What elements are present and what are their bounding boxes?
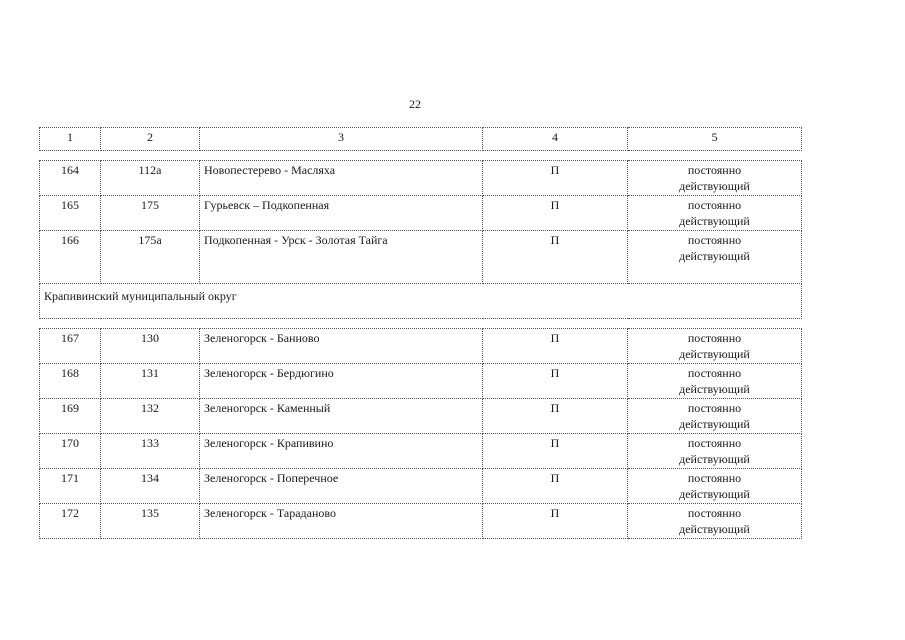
route-kind: П <box>483 329 628 364</box>
route-status: постоянно действующий <box>628 231 802 284</box>
route-number: 175а <box>101 231 200 284</box>
table-row <box>40 364 802 399</box>
route-kind: П <box>483 399 628 434</box>
route-number: 131 <box>101 364 200 399</box>
row-number: 166 <box>40 231 101 284</box>
column-header: 2 <box>101 128 200 151</box>
route-status: постоянно действующий <box>628 504 802 539</box>
route-kind: П <box>483 469 628 504</box>
route-name: Гурьевск – Подкопенная <box>200 196 483 231</box>
route-number: 175 <box>101 196 200 231</box>
route-kind: П <box>483 196 628 231</box>
route-number: 132 <box>101 399 200 434</box>
table-row <box>40 469 802 504</box>
route-kind: П <box>483 161 628 196</box>
route-name: Зеленогорск - Бердюгино <box>200 364 483 399</box>
route-name: Зеленогорск - Банново <box>200 329 483 364</box>
column-header: 1 <box>40 128 101 151</box>
table-header-row <box>40 128 802 151</box>
route-name: Новопестерево - Масляха <box>200 161 483 196</box>
section-title: Крапивинский муниципальный округ <box>40 284 802 319</box>
route-status: постоянно действующий <box>628 364 802 399</box>
route-status: постоянно действующий <box>628 434 802 469</box>
table-row <box>40 231 802 284</box>
row-number: 167 <box>40 329 101 364</box>
header-spacer <box>40 151 802 161</box>
route-number: 135 <box>101 504 200 539</box>
route-number: 133 <box>101 434 200 469</box>
route-status: постоянно действующий <box>628 329 802 364</box>
section-spacer <box>40 319 802 329</box>
table-row <box>40 161 802 196</box>
row-number: 170 <box>40 434 101 469</box>
route-kind: П <box>483 231 628 284</box>
table-row <box>40 399 802 434</box>
row-number: 164 <box>40 161 101 196</box>
route-name: Зеленогорск - Поперечное <box>200 469 483 504</box>
route-name: Подкопенная - Урск - Золотая Тайга <box>200 231 483 284</box>
row-number: 165 <box>40 196 101 231</box>
page-number: 22 <box>409 97 421 111</box>
row-number: 172 <box>40 504 101 539</box>
column-header: 4 <box>483 128 628 151</box>
row-number: 168 <box>40 364 101 399</box>
route-name: Зеленогорск - Каменный <box>200 399 483 434</box>
table-row <box>40 504 802 539</box>
route-kind: П <box>483 364 628 399</box>
route-name: Зеленогорск - Тараданово <box>200 504 483 539</box>
section-row <box>40 284 802 319</box>
route-kind: П <box>483 434 628 469</box>
column-header: 3 <box>200 128 483 151</box>
row-number: 171 <box>40 469 101 504</box>
route-status: постоянно действующий <box>628 196 802 231</box>
route-number: 134 <box>101 469 200 504</box>
row-number: 169 <box>40 399 101 434</box>
route-number: 130 <box>101 329 200 364</box>
column-header: 5 <box>628 128 802 151</box>
table-row <box>40 434 802 469</box>
route-status: постоянно действующий <box>628 469 802 504</box>
route-status: постоянно действующий <box>628 161 802 196</box>
routes-table <box>39 127 802 539</box>
route-number: 112а <box>101 161 200 196</box>
table-row <box>40 196 802 231</box>
route-status: постоянно действующий <box>628 399 802 434</box>
table-row <box>40 329 802 364</box>
route-kind: П <box>483 504 628 539</box>
route-name: Зеленогорск - Крапивино <box>200 434 483 469</box>
